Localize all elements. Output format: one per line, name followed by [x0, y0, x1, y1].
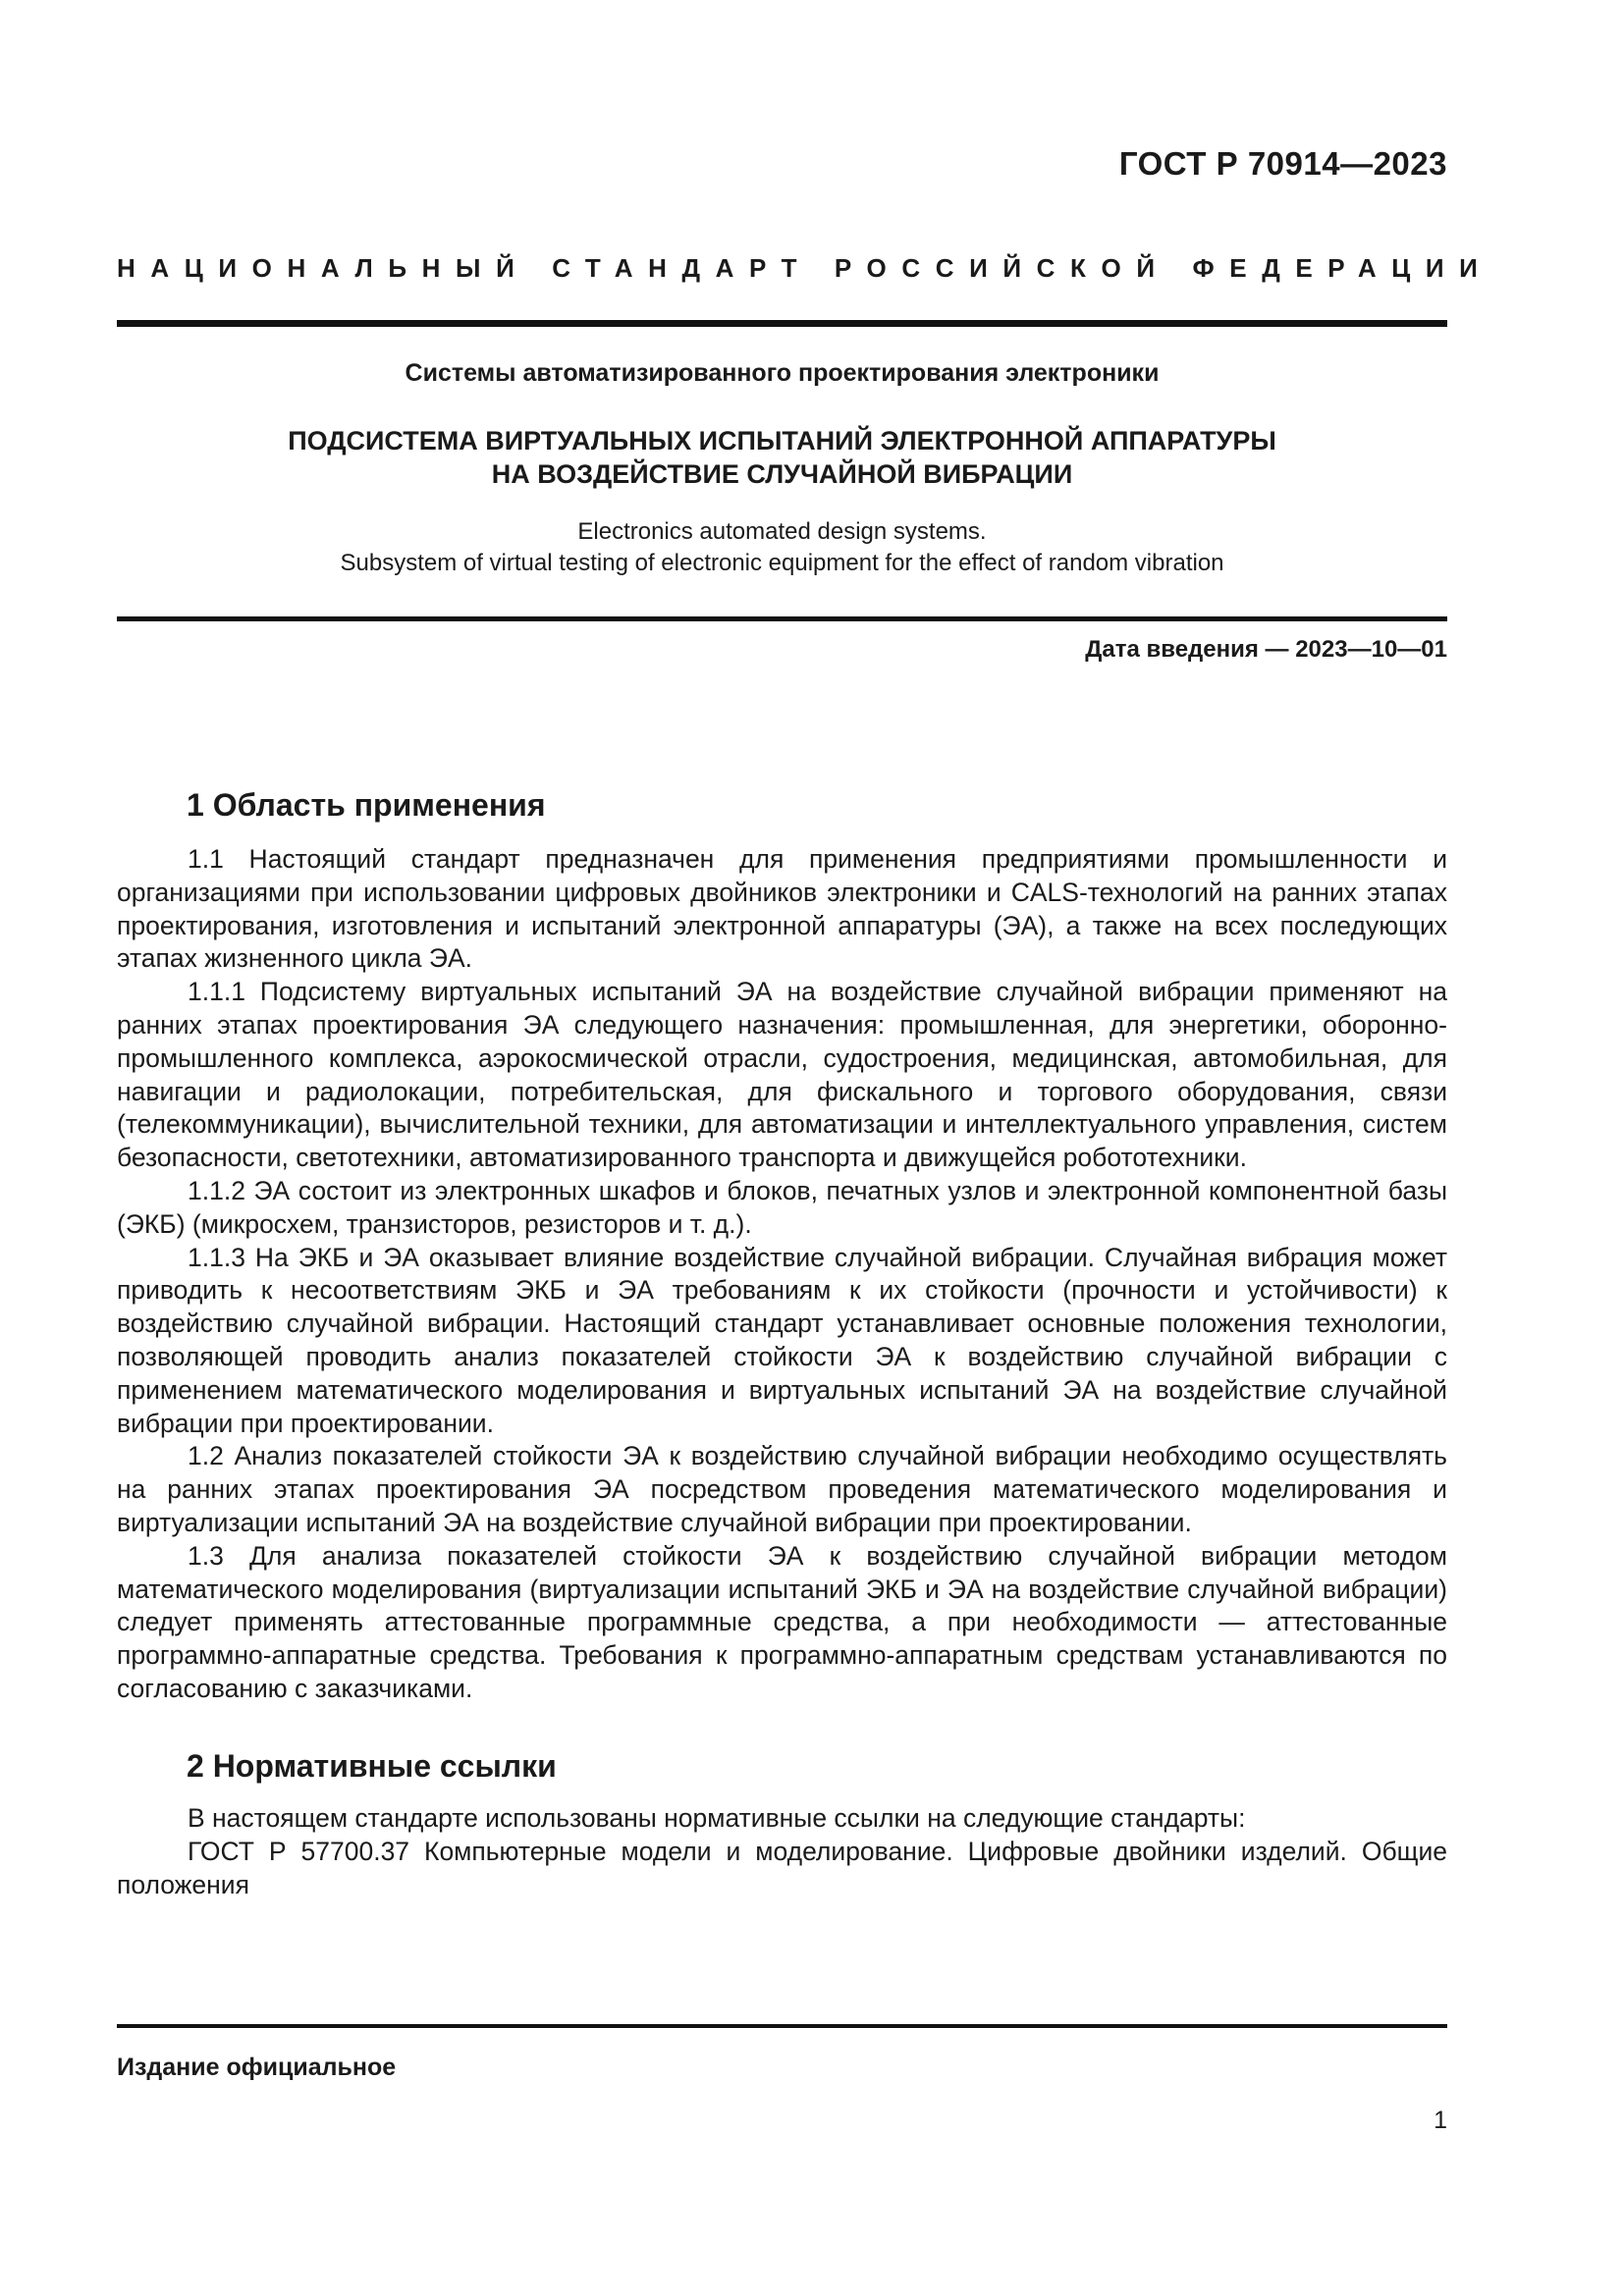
main-title-line-1: ПОДСИСТЕМА ВИРТУАЛЬНЫХ ИСПЫТАНИЙ ЭЛЕКТРОННОЙ АППАРАТУРЫ: [288, 426, 1276, 455]
reference-gost-57700-37: ГОСТ Р 57700.37 Компьютерные модели и моделирование. Цифровые двойники изделий. Общие положения: [117, 1836, 1447, 1899]
document-code: ГОСТ Р 70914—2023: [1118, 145, 1447, 182]
section-1-body: [117, 843, 1447, 1706]
title-divider: [117, 616, 1447, 621]
english-title-line-2: Subsystem of virtual testing of electronic equipment for the effect of random vibration: [340, 550, 1224, 576]
paragraph-1-1: 1.1 Настоящий стандарт предназначен для применения предприятиями промышленности и организациями при использовании цифровых двойников электроники и CALS-технологий на ранних этапах проектирования, изготовления и испытаний электронной аппаратуры (ЭА), а также на всех последующих этапах жизненного цикла ЭА.: [117, 844, 1447, 974]
paragraph-1-3: 1.3 Для анализа показателей стойкости ЭА к воздействию случайной вибрации методом математического моделирования (виртуализации испытаний ЭКБ и ЭА на воздействие случайной вибрации) следует применять аттестованные программные средства, а при необходимости — аттестованные программно-аппаратные средства. Требования к программно-аппаратным средствам устанавливаются по согласованию с заказчиками.: [117, 1540, 1447, 1703]
paragraph-2-intro: В настоящем стандарте использованы нормативные ссылки на следующие стандарты:: [188, 1803, 1246, 1833]
section-2-heading: 2 Нормативные ссылки: [187, 1748, 557, 1784]
paragraph-1-1-1: 1.1.1 Подсистему виртуальных испытаний ЭА на воздействие случайной вибрации применяют на ранних этапах проектирования ЭА следующего назначения: промышленная, для энергетики, оборонно-промышленного комплекса, аэрокосмической отрасли, судостроения, медицинская, автомобильная, для навигации и радиолокации, потребительская, для фискального и торгового оборудования, связи (телекоммуникации), вычислительной техники, для автоматизации и интеллектуального управления, систем безопасности, светотехники, автоматизированного транспорта и движущейся робототехники.: [117, 977, 1447, 1173]
page-number: 1: [1434, 2107, 1447, 2134]
official-edition-label: Издание официальное: [117, 2054, 397, 2081]
paragraph-1-1-2: 1.1.2 ЭА состоит из электронных шкафов и блоков, печатных узлов и электронной компонентной базы (ЭКБ) (микросхем, транзисторов, резисторов и т. д.).: [117, 1175, 1447, 1239]
paragraph-1-1-3: 1.1.3 На ЭКБ и ЭА оказывает влияние воздействие случайной вибрации. Случайная вибрация может приводить к несоответствиям ЭКБ и ЭА требованиям к их стойкости (прочности и устойчивости) к воздействию случайной вибрации. Настоящий стандарт устанавливает основные положения технологии, позволяющей проводить анализ показателей стойкости ЭА к воздействию случайной вибрации с применением математического моделирования и виртуальных испытаний ЭА на воздействие случайной вибрации при проектировании.: [117, 1242, 1447, 1438]
national-standard-banner: НАЦИОНАЛЬНЫЙ СТАНДАРТ РОССИЙСКОЙ ФЕДЕРАЦИИ: [117, 253, 1493, 283]
main-title: [117, 424, 1447, 491]
footer-divider: [117, 2024, 1447, 2028]
section-1-heading: 1 Область применения: [187, 787, 546, 823]
english-title-line-1: Electronics automated design systems.: [577, 518, 987, 545]
english-title: [117, 516, 1447, 579]
header-divider: [117, 320, 1447, 327]
series-title: Системы автоматизированного проектирования электроники: [405, 359, 1160, 387]
section-2-body: [117, 1802, 1447, 1901]
introduction-date: Дата введения — 2023—10—01: [1085, 636, 1447, 663]
paragraph-1-2: 1.2 Анализ показателей стойкости ЭА к воздействию случайной вибрации необходимо осуществлять на ранних этапах проектирования ЭА посредством проведения математического моделирования и виртуализации испытаний ЭА на воздействие случайной вибрации при проектировании.: [117, 1441, 1447, 1537]
main-title-line-2: НА ВОЗДЕЙСТВИЕ СЛУЧАЙНОЙ ВИБРАЦИИ: [491, 459, 1073, 489]
